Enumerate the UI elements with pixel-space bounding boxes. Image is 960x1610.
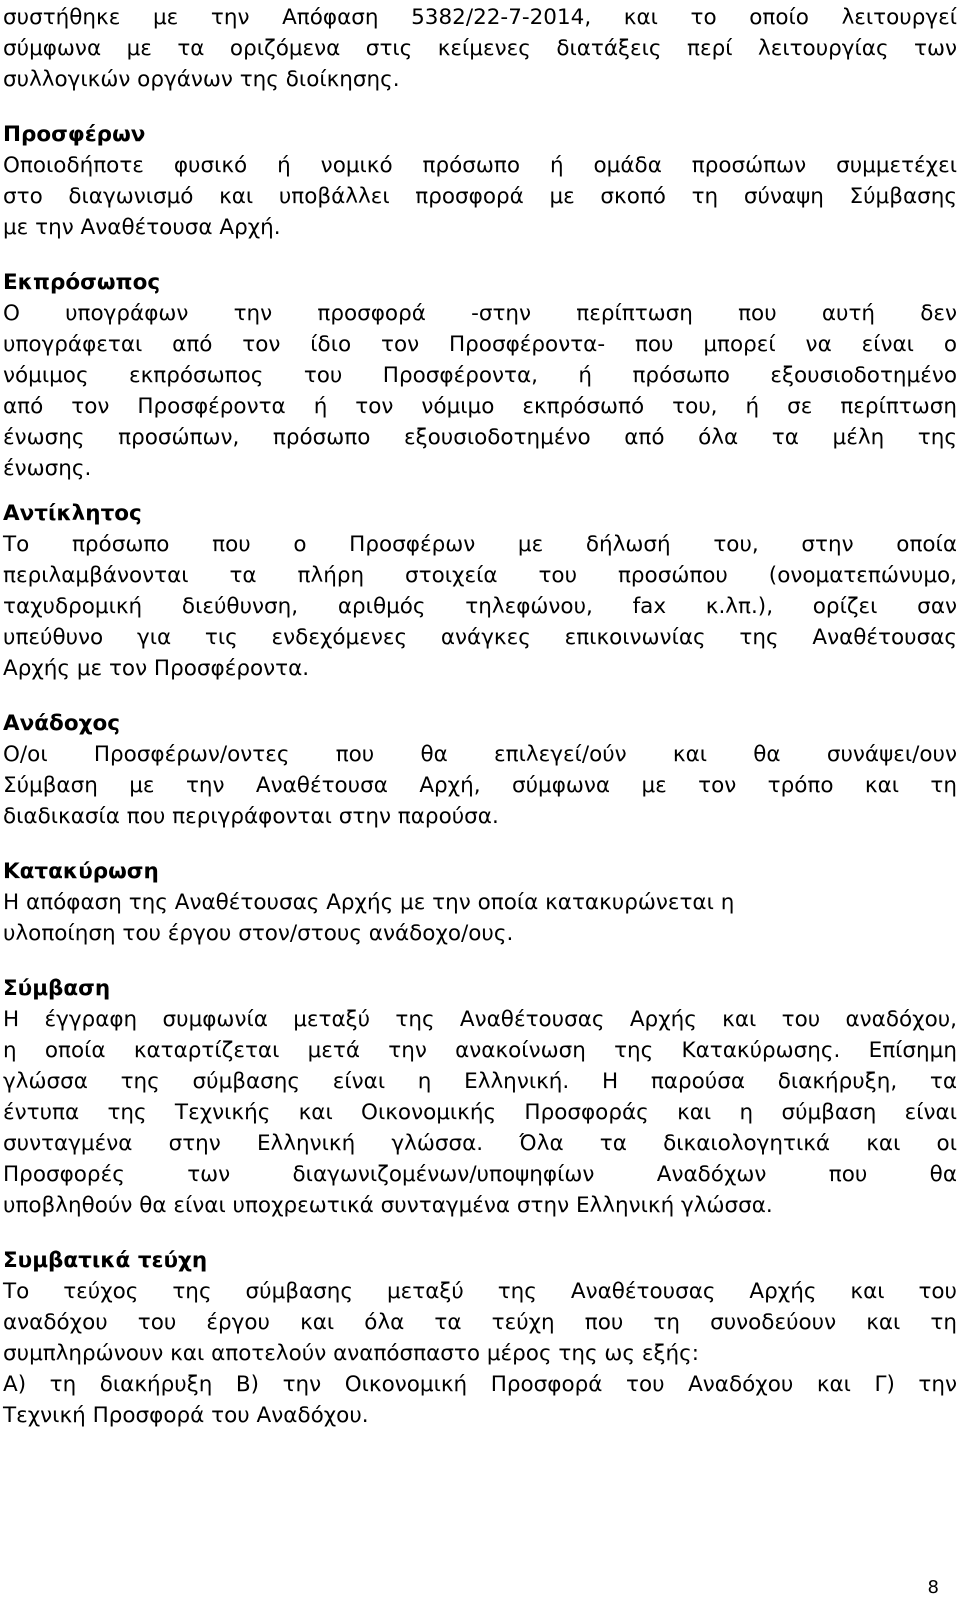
definition-award (3, 856, 957, 949)
definition-line: γλώσσα της σύμβασης είναι η Ελληνική. Η παρούσα διακήρυξη, τα (3, 1069, 957, 1094)
definition-line: υπογράφεται από τον ίδιο τον Προσφέροντα- που μπορεί να είναι ο (3, 332, 957, 357)
definition-contact-person (3, 498, 957, 684)
definition-line: Προσφορές των διαγωνιζομένων/υποψηφίων Αναδόχων που θα (3, 1162, 957, 1187)
intro-line: συστήθηκε με την Απόφαση 5382/22-7-2014, και το οποίο λειτουργεί (3, 5, 957, 30)
definition-line: Αρχής με τον Προσφέροντα. (3, 656, 310, 681)
definition-line: Το τεύχος της σύμβασης μεταξύ της Αναθέτουσας Αρχής και του (3, 1279, 957, 1304)
definition-line: Ο/οι Προσφέρων/οντες που θα επιλεγεί/ούν και θα συνάψει/ουν (3, 742, 957, 767)
definition-line: υπεύθυνο για τις ενδεχόμενες ανάγκες επικοινωνίας της Αναθέτουσας (3, 625, 957, 650)
term-definition (3, 887, 957, 949)
definition-line: Οποιοδήποτε φυσικό ή νομικό πρόσωπο ή ομάδα προσώπων συμμετέχει (3, 153, 957, 178)
definition-contractor (3, 708, 957, 832)
term-heading: Αντίκλητος (3, 501, 142, 526)
term-definition (3, 1276, 957, 1431)
definition-line: στο διαγωνισμό και υποβάλλει προσφορά με σκοπό τη σύναψη Σύμβασης (3, 184, 957, 209)
intro-line: συλλογικών οργάνων της διοίκησης. (3, 67, 400, 92)
definition-line: με την Αναθέτουσα Αρχή. (3, 215, 281, 240)
definition-line: περιλαμβάνονται τα πλήρη στοιχεία του προσώπου (ονοματεπώνυμο, (3, 563, 957, 588)
term-definition (3, 529, 957, 684)
definition-line: Α) τη διακήρυξη Β) την Οικονομική Προσφορά του Αναδόχου και Γ) την (3, 1372, 957, 1397)
definition-line: Σύμβαση με την Αναθέτουσα Αρχή, σύμφωνα με τον τρόπο και τη (3, 773, 957, 798)
definition-line: συμπληρώνουν και αποτελούν αναπόσπαστο μέρος της ως εξής: (3, 1341, 699, 1366)
definition-proponent (3, 119, 957, 243)
definition-contract-documents (3, 1245, 957, 1431)
definition-line: ταχυδρομική διεύθυνση, αριθμός τηλεφώνου, fax κ.λπ.), ορίζει σαν (3, 594, 957, 619)
definition-line: Ο υπογράφων την προσφορά -στην περίπτωση που αυτή δεν (3, 301, 957, 326)
definition-line: Η απόφαση της Αναθέτουσας Αρχής με την οποία κατακυρώνεται η (3, 890, 735, 915)
definition-contract (3, 973, 957, 1221)
term-heading: Σύμβαση (3, 976, 111, 1001)
definition-line: έντυπα της Τεχνικής και Οικονομικής Προσφοράς και η σύμβαση είναι (3, 1100, 957, 1125)
definition-line: η οποία καταρτίζεται μετά την ανακοίνωση της Κατακύρωσης. Επίσημη (3, 1038, 957, 1063)
term-heading: Ανάδοχος (3, 711, 120, 736)
definition-representative (3, 267, 957, 484)
term-definition (3, 1004, 957, 1221)
term-definition (3, 739, 957, 832)
document-page (3, 0, 957, 1431)
definition-line: ένωσης προσώπων, πρόσωπο εξουσιοδοτημένο από όλα τα μέλη της (3, 425, 957, 450)
definition-line: αναδόχου του έργου και όλα τα τεύχη που τη συνοδεύουν και τη (3, 1310, 957, 1335)
definition-line: από τον Προσφέροντα ή τον νόμιμο εκπρόσωπό του, ή σε περίπτωση (3, 394, 957, 419)
term-definition (3, 298, 957, 484)
intro-line: σύμφωνα με τα οριζόμενα στις κείμενες διατάξεις περί λειτουργίας των (3, 36, 957, 61)
page-number: 8 (927, 1577, 939, 1598)
definition-line: υλοποίηση του έργου στον/στους ανάδοχο/ους. (3, 921, 514, 946)
definition-line: νόμιμος εκπρόσωπος του Προσφέροντα, ή πρόσωπο εξουσιοδοτημένο (3, 363, 957, 388)
definition-line: Η έγγραφη συμφωνία μεταξύ της Αναθέτουσας Αρχής και του αναδόχου, (3, 1007, 957, 1032)
term-definition (3, 150, 957, 243)
definition-line: Το πρόσωπο που ο Προσφέρων με δήλωσή του, στην οποία (3, 532, 957, 557)
definition-line: Τεχνική Προσφορά του Αναδόχου. (3, 1403, 369, 1428)
intro-paragraph (3, 2, 957, 95)
definition-line: συνταγμένα στην Ελληνική γλώσσα. Όλα τα δικαιολογητικά και οι (3, 1131, 957, 1156)
definition-line: υποβληθούν θα είναι υποχρεωτικά συνταγμένα στην Ελληνική γλώσσα. (3, 1193, 773, 1218)
definition-line: ένωσης. (3, 456, 92, 481)
term-heading: Συμβατικά τεύχη (3, 1248, 208, 1273)
term-heading: Προσφέρων (3, 122, 146, 147)
term-heading: Εκπρόσωπος (3, 270, 161, 295)
definition-line: διαδικασία που περιγράφονται στην παρούσα. (3, 804, 499, 829)
term-heading: Κατακύρωση (3, 859, 159, 884)
